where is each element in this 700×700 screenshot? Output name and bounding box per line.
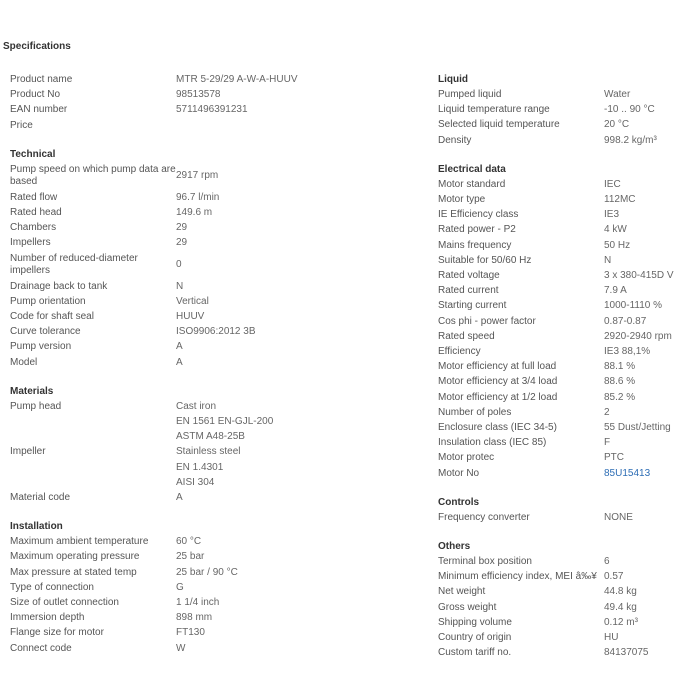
spec-label: Motor efficiency at 3/4 load — [438, 376, 558, 388]
spec-row-maximum-operating-pressure — [10, 549, 420, 564]
spec-label: Chambers — [10, 222, 57, 234]
spec-value: 29 — [176, 222, 188, 234]
spec-value: N — [604, 254, 612, 266]
spec-row-country-of-origin — [438, 630, 700, 645]
spec-value: AISI 304 — [176, 476, 215, 488]
spec-value: 44.8 kg — [604, 586, 637, 598]
spec-label: Connect code — [10, 642, 72, 654]
spec-label: Shipping volume — [438, 616, 512, 628]
spec-label: Motor efficiency at 1/2 load — [438, 391, 558, 403]
spec-row-liquid-temperature-range — [438, 102, 700, 117]
spec-row-flange-size-for-motor — [10, 625, 420, 640]
spec-value: Cast iron — [176, 400, 217, 412]
spec-label: Drainage back to tank — [10, 280, 108, 292]
spec-section-installation — [10, 519, 420, 656]
spec-label: Pumped liquid — [438, 89, 502, 100]
spec-row-starting-current — [438, 298, 700, 313]
spec-value: 0.57 — [604, 571, 624, 583]
spec-row-motor-type — [438, 192, 700, 207]
spec-label: Custom tariff no. — [438, 647, 512, 659]
spec-value-list — [176, 399, 273, 445]
spec-value: HUUV — [176, 311, 205, 323]
spec-value: 60 °C — [176, 536, 202, 548]
spec-row-product-no — [10, 87, 420, 102]
spec-section-technical — [10, 147, 420, 370]
spec-label: Pump speed on which pump data are based — [10, 163, 176, 187]
spec-label: Material code — [10, 491, 71, 503]
left-column — [10, 72, 420, 670]
spec-value: Vertical — [176, 295, 209, 307]
spec-value: 1 1/4 inch — [176, 596, 220, 608]
spec-row-insulation-class-iec-85 — [438, 435, 700, 450]
page-title: Specifications — [3, 41, 71, 52]
spec-row-rated-voltage — [438, 268, 700, 283]
spec-row-impellers — [10, 235, 420, 250]
spec-value: A — [176, 491, 183, 503]
spec-section-controls — [438, 495, 700, 525]
spec-row-motor-efficiency-at-1-2-load — [438, 390, 700, 405]
spec-value: 88.6 % — [604, 376, 636, 388]
spec-row-max-pressure-at-stated-temp — [10, 565, 420, 580]
spec-section-electrical-data — [438, 162, 700, 481]
spec-row-mains-frequency — [438, 238, 700, 253]
spec-section-others — [438, 539, 700, 660]
spec-label: Max pressure at stated temp — [10, 566, 137, 578]
spec-label: Net weight — [438, 586, 486, 598]
spec-row-pumped-liquid — [438, 87, 700, 102]
spec-row-motor-protec — [438, 450, 700, 465]
spec-label: Motor efficiency at full load — [438, 361, 557, 373]
spec-label: Maximum operating pressure — [10, 551, 140, 563]
spec-value: Stainless steel — [176, 446, 241, 458]
spec-value: ASTM A48-25B — [176, 431, 245, 443]
spec-label: Minimum efficiency index, MEI â‰¥ — [438, 571, 597, 583]
spec-row-rated-current — [438, 283, 700, 298]
spec-label: Curve tolerance — [10, 326, 81, 338]
spec-value: 3 x 380-415D V — [604, 270, 674, 282]
spec-row-enclosure-class-iec-34-5 — [438, 420, 700, 435]
spec-row-cos-phi-power-factor — [438, 314, 700, 329]
spec-label: Motor No — [438, 467, 480, 479]
spec-value: 4 kW — [604, 224, 627, 236]
spec-row-price — [10, 118, 420, 133]
spec-label: Selected liquid temperature — [438, 119, 560, 131]
spec-row-material-code — [10, 490, 420, 505]
spec-value: 84137075 — [604, 647, 649, 659]
spec-value: 50 Hz — [604, 239, 631, 251]
spec-row-pump-head — [10, 399, 420, 445]
spec-label: Rated speed — [438, 330, 495, 342]
spec-value: 0 — [176, 259, 182, 271]
spec-label: Motor type — [438, 194, 486, 206]
spec-value: 29 — [176, 237, 188, 249]
spec-value: 96.7 l/min — [176, 191, 220, 203]
spec-value: 0.12 m³ — [604, 616, 638, 628]
spec-label: Gross weight — [438, 601, 497, 613]
spec-value: IE3 — [604, 209, 620, 221]
spec-label: Efficiency — [438, 346, 481, 358]
spec-label: Impeller — [10, 446, 46, 458]
spec-label: Impellers — [10, 237, 51, 249]
spec-section-materials — [10, 384, 420, 505]
spec-label: Suitable for 50/60 Hz — [438, 254, 532, 266]
spec-value: F — [604, 437, 611, 449]
spec-row-motor-standard — [438, 177, 700, 192]
section-title: Electrical data — [438, 163, 506, 175]
spec-row-rated-power-p2 — [438, 222, 700, 237]
spec-value: PTC — [604, 452, 624, 464]
spec-label: Type of connection — [10, 581, 94, 593]
spec-row-number-of-poles — [438, 405, 700, 420]
right-column — [438, 72, 700, 675]
spec-label: Rated power - P2 — [438, 224, 516, 236]
spec-label: Starting current — [438, 300, 507, 312]
spec-value: 7.9 A — [604, 285, 627, 297]
spec-row-drainage-back-to-tank — [10, 279, 420, 294]
spec-label: Density — [438, 134, 472, 146]
spec-value: -10 .. 90 °C — [604, 104, 655, 116]
spec-value: IEC — [604, 178, 621, 190]
spec-label: Product name — [10, 74, 73, 85]
spec-label: Terminal box position — [438, 556, 532, 568]
spec-value: 25 bar / 90 °C — [176, 566, 238, 578]
spec-label: Cos phi - power factor — [438, 315, 536, 327]
spec-row-connect-code — [10, 641, 420, 656]
spec-row-ie-efficiency-class — [438, 207, 700, 222]
spec-label: Code for shaft seal — [10, 311, 94, 323]
spec-row-custom-tariff-no — [438, 645, 700, 660]
spec-label: Product No — [10, 89, 61, 101]
spec-value: 0.87-0.87 — [604, 315, 647, 327]
spec-label: Motor standard — [438, 178, 506, 190]
spec-label: Number of reduced-diameter impellers — [10, 252, 138, 276]
spec-section-liquid — [438, 72, 700, 148]
section-title: Materials — [10, 385, 54, 397]
spec-value: A — [176, 356, 183, 368]
spec-label: EAN number — [10, 104, 68, 116]
spec-row-shipping-volume — [438, 615, 700, 630]
spec-value-list — [176, 444, 240, 490]
spec-value: 88.1 % — [604, 361, 636, 373]
spec-value: G — [176, 581, 184, 593]
spec-label: Country of origin — [438, 632, 512, 644]
spec-row-terminal-box-position — [438, 554, 700, 569]
spec-value: 6 — [604, 556, 610, 568]
spec-value: FT130 — [176, 627, 205, 639]
spec-value: 112MC — [604, 194, 636, 206]
spec-label: Rated flow — [10, 191, 58, 203]
spec-value: 5711496391231 — [176, 104, 248, 116]
section-title: Technical — [10, 148, 56, 160]
spec-label: Insulation class (IEC 85) — [438, 437, 547, 449]
spec-row-type-of-connection — [10, 580, 420, 595]
spec-value: 998.2 kg/m³ — [604, 134, 657, 146]
spec-value: 25 bar — [176, 551, 205, 563]
spec-label: Pump version — [10, 341, 72, 353]
spec-value: 2 — [604, 406, 610, 418]
spec-value: 85.2 % — [604, 391, 636, 403]
spec-section-general — [10, 72, 420, 133]
spec-label: Mains frequency — [438, 239, 512, 251]
spec-row-density — [438, 133, 700, 148]
spec-row-impeller — [10, 444, 420, 490]
section-title: Installation — [10, 521, 63, 533]
motor-no-link[interactable]: 85U15413 — [604, 467, 651, 479]
spec-value: 55 Dust/Jetting — [604, 422, 671, 434]
spec-value: 898 mm — [176, 612, 213, 624]
spec-label: IE Efficiency class — [438, 209, 519, 221]
spec-label: Enclosure class (IEC 34-5) — [438, 422, 557, 434]
spec-value: 2920-2940 rpm — [604, 330, 672, 342]
spec-row-rated-flow — [10, 190, 420, 205]
spec-value: N — [176, 280, 184, 292]
spec-value: IE3 88,1% — [604, 346, 651, 358]
spec-row-net-weight — [438, 584, 700, 599]
spec-row-suitable-for-50-60-hz — [438, 253, 700, 268]
spec-row-frequency-converter — [438, 510, 700, 525]
spec-row-ean-number — [10, 102, 420, 117]
spec-label: Number of poles — [438, 406, 512, 418]
spec-row-product-name — [10, 72, 420, 87]
spec-value: ISO9906:2012 3B — [176, 326, 256, 338]
spec-row-minimum-efficiency-index-mei — [438, 569, 700, 584]
section-title: Others — [438, 541, 471, 553]
spec-value: HU — [604, 632, 619, 644]
spec-value: W — [176, 642, 186, 654]
spec-label: Flange size for motor — [10, 627, 104, 639]
spec-row-curve-tolerance — [10, 324, 420, 339]
spec-value: 20 °C — [604, 119, 630, 131]
spec-value: 1000-1110 % — [604, 300, 663, 312]
spec-value: A — [176, 341, 183, 353]
spec-label: Motor protec — [438, 452, 495, 464]
spec-row-pump-version — [10, 339, 420, 354]
spec-label: Pump orientation — [10, 295, 86, 307]
spec-row-pump-orientation — [10, 294, 420, 309]
spec-row-motor-efficiency-at-full-load — [438, 359, 700, 374]
spec-value: 49.4 kg — [604, 601, 637, 613]
spec-row-maximum-ambient-temperature — [10, 534, 420, 549]
spec-row-size-of-outlet-connection — [10, 595, 420, 610]
spec-label: Rated voltage — [438, 270, 500, 282]
spec-row-model — [10, 355, 420, 370]
spec-value: EN 1561 EN-GJL-200 — [176, 416, 274, 428]
spec-value: 2917 rpm — [176, 170, 219, 182]
spec-value: MTR 5-29/29 A-W-A-HUUV — [176, 74, 298, 85]
spec-row-pump-speed-on-which-pump-data-are-based — [10, 162, 420, 190]
spec-value: 98513578 — [176, 89, 221, 101]
spec-value: NONE — [604, 511, 633, 523]
spec-label: Rated head — [10, 207, 62, 219]
section-title: Liquid — [438, 74, 468, 85]
spec-row-rated-speed — [438, 329, 700, 344]
spec-row-code-for-shaft-seal — [10, 309, 420, 324]
spec-label: Pump head — [10, 400, 62, 412]
spec-label: Size of outlet connection — [10, 596, 119, 608]
spec-value: Water — [604, 89, 631, 100]
spec-label: Model — [10, 356, 38, 368]
spec-label: Maximum ambient temperature — [10, 536, 149, 548]
spec-value: EN 1.4301 — [176, 461, 224, 473]
spec-label: Frequency converter — [438, 511, 530, 523]
spec-row-number-of-reduced-diameter-impellers — [10, 251, 420, 279]
spec-label: Price — [10, 119, 33, 131]
spec-row-motor-efficiency-at-3-4-load — [438, 374, 700, 389]
spec-row-rated-head — [10, 205, 420, 220]
spec-label: Immersion depth — [10, 612, 85, 624]
spec-row-chambers — [10, 220, 420, 235]
spec-label: Liquid temperature range — [438, 104, 550, 116]
spec-row-selected-liquid-temperature — [438, 117, 700, 132]
spec-row-motor-no — [438, 466, 700, 481]
spec-label: Rated current — [438, 285, 499, 297]
section-title: Controls — [438, 496, 480, 508]
spec-row-efficiency — [438, 344, 700, 359]
spec-row-gross-weight — [438, 600, 700, 615]
spec-value: 149.6 m — [176, 207, 213, 219]
spec-row-immersion-depth — [10, 610, 420, 625]
